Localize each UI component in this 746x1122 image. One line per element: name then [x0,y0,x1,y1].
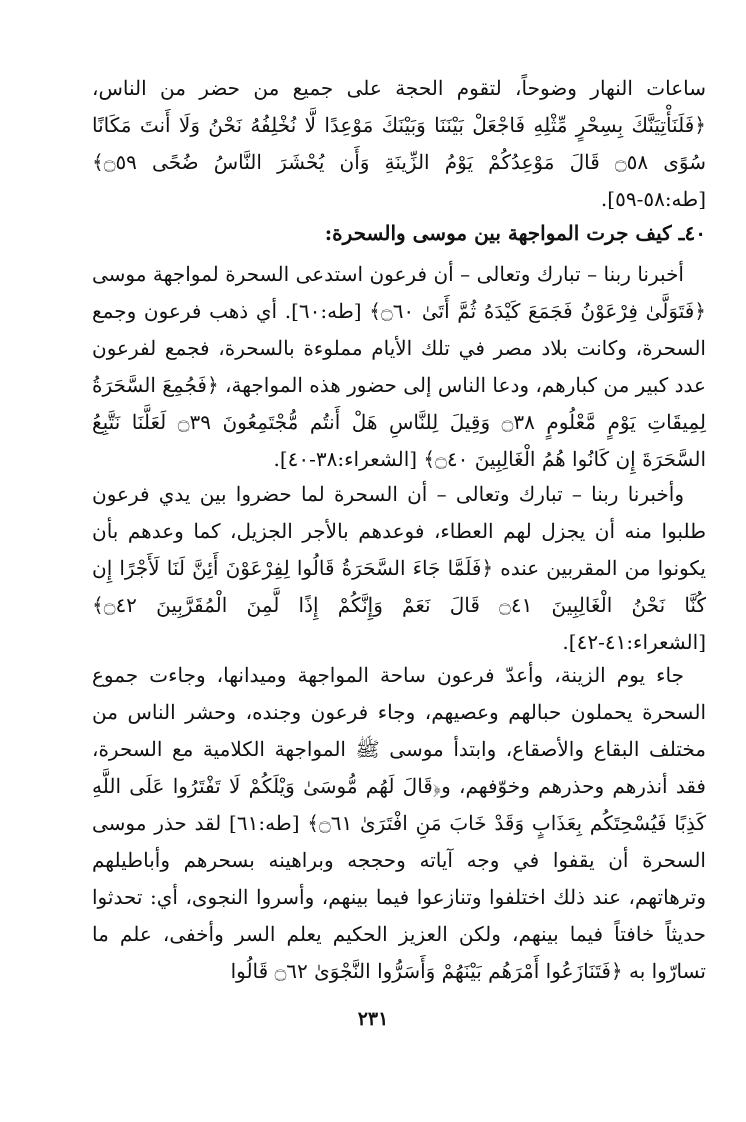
paragraph-1: ساعات النهار وضوحاً، لتقوم الحجة على جميع من حضر من الناس، ﴿فَلَنَأْتِيَنَّكَ بِسِحْرٍ مِّثْلِهِ فَاجْعَلْ بَيْنَنَا وَبَيْنَكَ مَوْعِدًا لَّا نُخْلِفُهُ نَحْنُ وَلَا أَنتَ مَكَانًا سُوًى ۝٥٨ قَالَ مَوْعِدُكُمْ يَوْمُ الزِّينَةِ وَأَن يُحْشَرَ النَّاسُ ضُحًى ۝٥٩﴾ [طه:٥٨-٥٩]. [92,76,707,211]
paragraph-4: جاء يوم الزينة، وأعدّ فرعون ساحة المواجهة وميدانها، وجاءت جموع السحرة يحملون حبالهم وعصيهم، وجاء فرعون وجنده، وحشر الناس من مختلف البقاع والأصقاع، وابتدأ موسى ﷺ المواجهة الكلامية مع السحرة، فقد أنذرهم وحذرهم وخوّفهم، و﴿قَالَ لَهُم مُّوسَىٰ وَيْلَكُمْ لَا تَفْتَرُوا عَلَى اللَّهِ كَذِبًا فَيُسْحِتَكُم بِعَذَابٍ وَقَدْ خَابَ مَنِ افْتَرَىٰ ۝٦١﴾ [طه:٦١] لقد حذر موسى السحرة أن يقفوا في وجه آياته وحججه وبراهينه بسحرهم وأباطيلهم وترهاتهم، عند ذلك اختلفوا وتنازعوا فيما بينهم، وأسروا النجوى، أي: تحدثوا حديثاً خافتاً فيما بينهم، ولكن العزيز الحكيم يعلم السر وأخفى، علم ما تسارّوا به ﴿فَتَنَازَعُوا أَمْرَهُم بَيْنَهُمْ وَأَسَرُّوا النَّجْوَىٰ ۝٦٢ قَالُوا [92,663,706,983]
section-heading: ٤٠ـ كيف جرت المواجهة بين موسى والسحرة: [324,221,706,245]
page-number: ٢٣١ [357,1008,389,1030]
paragraph-2: أخبرنا ربنا – تبارك وتعالى – أن فرعون استدعى السحرة لمواجهة موسى ﴿فَتَوَلَّىٰ فِرْعَوْنُ فَجَمَعَ كَيْدَهُ ثُمَّ أَتَىٰ ۝٦٠﴾ [طه:٦٠]. أي ذهب فرعون وجمع السحرة، وكانت بلاد مصر في تلك الأيام مملوءة بالسحرة، فجمع لفرعون عدد كبير من كبارهم، ودعا الناس إلى حضور هذه المواجهة، ﴿فَجُمِعَ السَّحَرَةُ لِمِيقَاتِ يَوْمٍ مَّعْلُومٍ ۝٣٨ وَقِيلَ لِلنَّاسِ هَلْ أَنتُم مُّجْتَمِعُونَ ۝٣٩ لَعَلَّنَا نَتَّبِعُ السَّحَرَةَ إِن كَانُوا هُمُ الْغَالِبِينَ ۝٤٠﴾ [الشعراء:٣٨-٤٠]. [92,262,707,471]
paragraph-3: وأخبرنا ربنا – تبارك وتعالى – أن السحرة لما حضروا بين يدي فرعون طلبوا منه أن يجزل لهم العطاء، فوعدهم بالأجر الجزيل، كما وعدهم بأن يكونوا من المقربين عنده ﴿فَلَمَّا جَاءَ السَّحَرَةُ قَالُوا لِفِرْعَوْنَ أَئِنَّ لَنَا لَأَجْرًا إِن كُنَّا نَحْنُ الْغَالِبِينَ ۝٤١ قَالَ نَعَمْ وَإِنَّكُمْ إِذًا لَّمِنَ الْمُقَرَّبِينَ ۝٤٢﴾ [الشعراء:٤١-٤٢]. [92,482,706,654]
